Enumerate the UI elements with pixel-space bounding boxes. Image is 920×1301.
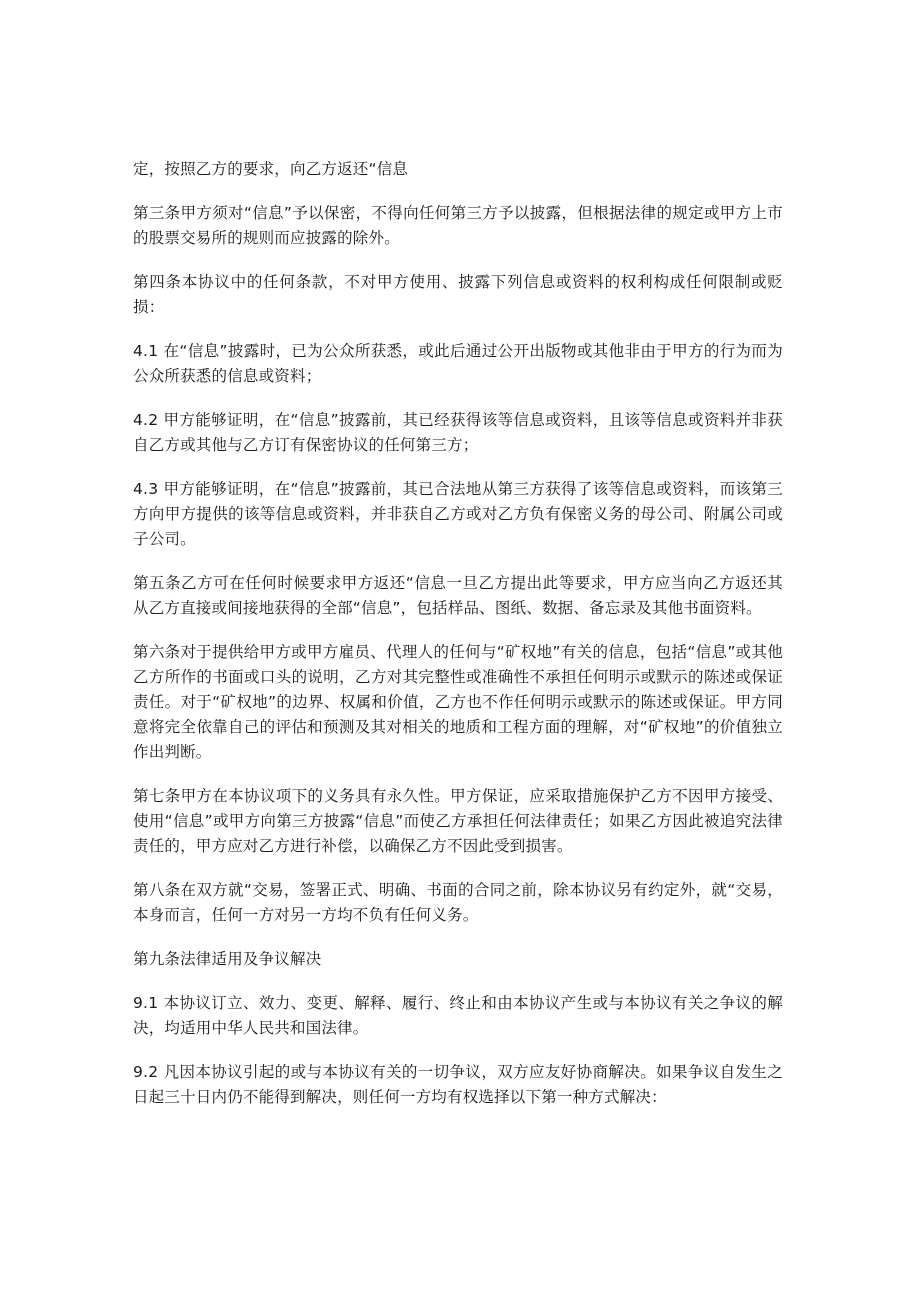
paragraph-article-3: 第三条甲方须对“信息”予以保密，不得向任何第三方予以披露，但根据法律的规定或甲方上市的股票交易所的规则而应披露的除外。 — [133, 204, 783, 247]
paragraph-clause-9-2: 9.2 凡因本协议引起的或与本协议有关的一切争议，双方应友好协商解决。如果争议自发生之日起三十日内仍不能得到解决，则任何一方均有权选择以下第一种方式解决： — [133, 1063, 783, 1106]
paragraph-continuation: 定，按照乙方的要求，向乙方返还“信息 — [133, 160, 409, 178]
paragraph-clause-4-3: 4.3 甲方能够证明，在“信息”披露前，其已合法地从第三方获得了该等信息或资料，而该第三方向甲方提供的该等信息或资料，并非获自乙方或对乙方负有保密义务的母公司、附属公司或子公司。 — [133, 480, 783, 548]
paragraph-article-9-heading: 第九条法律适用及争议解决 — [133, 950, 322, 968]
paragraph-clause-9-1: 9.1 本协议订立、效力、变更、解释、履行、终止和由本协议产生或与本协议有关之争议的解决，均适用中华人民共和国法律。 — [133, 994, 783, 1037]
paragraph-article-7: 第七条甲方在本协议项下的义务具有永久性。甲方保证，应采取措施保护乙方不因甲方接受、使用“信息”或甲方向第三方披露“信息”而使乙方承担任何法律责任；如果乙方因此被追究法律责任的，甲方应对乙方进行补偿，以确保乙方不因此受到损害。 — [133, 787, 783, 855]
document-body — [133, 157, 783, 1129]
paragraph-article-4: 第四条本协议中的任何条款，不对甲方使用、披露下列信息或资料的权利构成任何限制或贬损： — [133, 273, 783, 316]
paragraph-clause-4-2: 4.2 甲方能够证明，在“信息”披露前，其已经获得该等信息或资料，且该等信息或资料并非获自乙方或其他与乙方订有保密协议的任何第三方； — [133, 411, 783, 454]
paragraph-article-8: 第八条在双方就“交易，签署正式、明确、书面的合同之前，除本协议另有约定外，就“交易，本身而言，任何一方对另一方均不负有任何义务。 — [133, 881, 783, 924]
paragraph-article-5: 第五条乙方可在任何时候要求甲方返还“信息一旦乙方提出此等要求，甲方应当向乙方返还其从乙方直接或间接地获得的全部“信息”，包括样品、图纸、数据、备忘录及其他书面资料。 — [133, 574, 783, 617]
paragraph-clause-4-1: 4.1 在“信息”披露时，已为公众所获悉，或此后通过公开出版物或其他非由于甲方的行为而为公众所获悉的信息或资料； — [133, 342, 783, 385]
paragraph-article-6: 第六条对于提供给甲方或甲方雇员、代理人的任何与“矿权地”有关的信息，包括“信息”或其他乙方所作的书面或口头的说明，乙方对其完整性或准确性不承担任何明示或默示的陈述或保证责任。对于“矿权地”的边界、权属和价值，乙方也不作任何明示或默示的陈述或保证。甲方同意将完全依靠自己的评估和预测及其对相关的地质和工程方面的理解，对“矿权地”的价值独立作出判断。 — [133, 643, 783, 761]
